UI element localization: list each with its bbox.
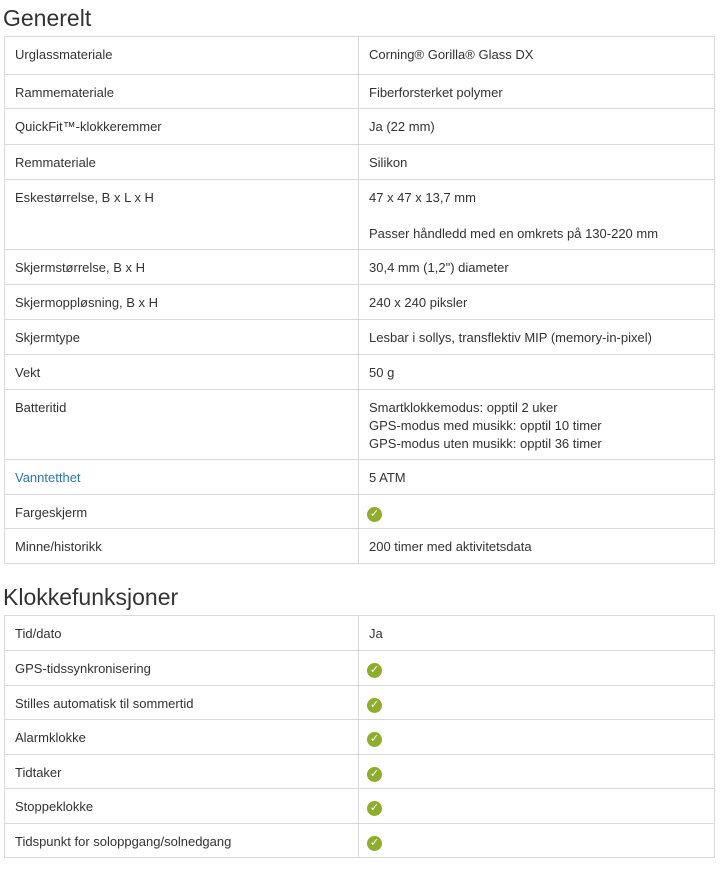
spec-table-klokkefunksjoner xyxy=(4,615,715,858)
spec-label: Skjermoppløsning, B x H xyxy=(5,285,359,320)
spec-value: 200 timer med aktivitetsdata xyxy=(359,529,715,564)
spec-label: Eskestørrelse, B x L x H xyxy=(5,180,359,250)
spec-label: Skjermtype xyxy=(5,320,359,355)
check-circle-icon: ✓ xyxy=(367,836,382,851)
table-row xyxy=(5,495,715,529)
spec-value: 30,4 mm (1,2") diameter xyxy=(359,250,715,285)
check-circle-icon: ✓ xyxy=(367,767,382,782)
spec-label: QuickFit™-klokkeremmer xyxy=(5,109,359,145)
spec-value: Ja xyxy=(359,616,715,651)
table-row xyxy=(5,320,715,355)
spec-label: Skjermstørrelse, B x H xyxy=(5,250,359,285)
table-row xyxy=(5,686,715,720)
table-row xyxy=(5,180,715,250)
section-title-klokkefunksjoner: Klokkefunksjoner xyxy=(3,584,179,610)
table-row xyxy=(5,355,715,390)
spec-value: 240 x 240 piksler xyxy=(359,285,715,320)
spec-value: 5 ATM xyxy=(359,460,715,495)
table-row xyxy=(5,145,715,180)
spec-value: 50 g xyxy=(359,355,715,390)
table-row xyxy=(5,616,715,651)
check-circle-icon: ✓ xyxy=(367,698,382,713)
section-title-generelt: Generelt xyxy=(3,5,92,31)
spec-value-line: GPS-modus uten musikk: opptil 36 timer xyxy=(369,436,602,451)
spec-value: Lesbar i sollys, transflektiv MIP (memory-in-pixel) xyxy=(359,320,715,355)
spec-label: Tidtaker xyxy=(5,755,359,789)
table-row xyxy=(5,789,715,824)
spec-label: Stoppeklokke xyxy=(5,789,359,824)
spec-value: Fiberforsterket polymer xyxy=(359,75,715,109)
spec-label: Remmateriale xyxy=(5,145,359,180)
spec-label: Rammemateriale xyxy=(5,75,359,109)
table-row xyxy=(5,285,715,320)
table-row xyxy=(5,75,715,109)
spec-value xyxy=(359,651,715,686)
spec-table-generelt xyxy=(4,36,715,564)
spec-label: Minne/historikk xyxy=(5,529,359,564)
spec-label: Fargeskjerm xyxy=(5,495,359,529)
spec-value xyxy=(359,824,715,858)
table-row xyxy=(5,109,715,145)
spec-value-line: Smartklokkemodus: opptil 2 uker xyxy=(369,400,558,415)
spec-label: Stilles automatisk til sommertid xyxy=(5,686,359,720)
spec-value xyxy=(359,390,715,460)
table-row xyxy=(5,824,715,858)
table-row xyxy=(5,37,715,75)
table-row xyxy=(5,529,715,564)
table-row xyxy=(5,250,715,285)
vanntetthet-link[interactable]: Vanntetthet xyxy=(15,470,81,485)
table-row xyxy=(5,651,715,686)
spec-label: GPS-tidssynkronisering xyxy=(5,651,359,686)
check-circle-icon: ✓ xyxy=(367,801,382,816)
table-row xyxy=(5,460,715,495)
spec-label: Tid/dato xyxy=(5,616,359,651)
spec-label: Vekt xyxy=(5,355,359,390)
table-row xyxy=(5,755,715,789)
spec-label: Urglassmateriale xyxy=(5,37,359,75)
spec-value xyxy=(359,180,715,250)
check-circle-icon: ✓ xyxy=(367,732,382,747)
spec-label: Alarmklokke xyxy=(5,720,359,755)
spec-value-line: 47 x 47 x 13,7 mm xyxy=(369,190,476,205)
table-row xyxy=(5,390,715,460)
spec-value xyxy=(359,686,715,720)
spec-label: Batteritid xyxy=(5,390,359,460)
spec-value-line: GPS-modus med musikk: opptil 10 timer xyxy=(369,418,602,433)
spec-label xyxy=(5,460,359,495)
table-row xyxy=(5,720,715,755)
spec-value xyxy=(359,495,715,529)
spec-value: Corning® Gorilla® Glass DX xyxy=(359,37,715,75)
spec-value xyxy=(359,789,715,824)
check-circle-icon: ✓ xyxy=(367,663,382,678)
spec-label: Tidspunkt for soloppgang/solnedgang xyxy=(5,824,359,858)
spec-value: Ja (22 mm) xyxy=(359,109,715,145)
check-circle-icon: ✓ xyxy=(367,507,382,522)
spec-value-line: Passer håndledd med en omkrets på 130-220 mm xyxy=(369,226,659,241)
spec-value xyxy=(359,720,715,755)
spec-value: Silikon xyxy=(359,145,715,180)
spec-value xyxy=(359,755,715,789)
